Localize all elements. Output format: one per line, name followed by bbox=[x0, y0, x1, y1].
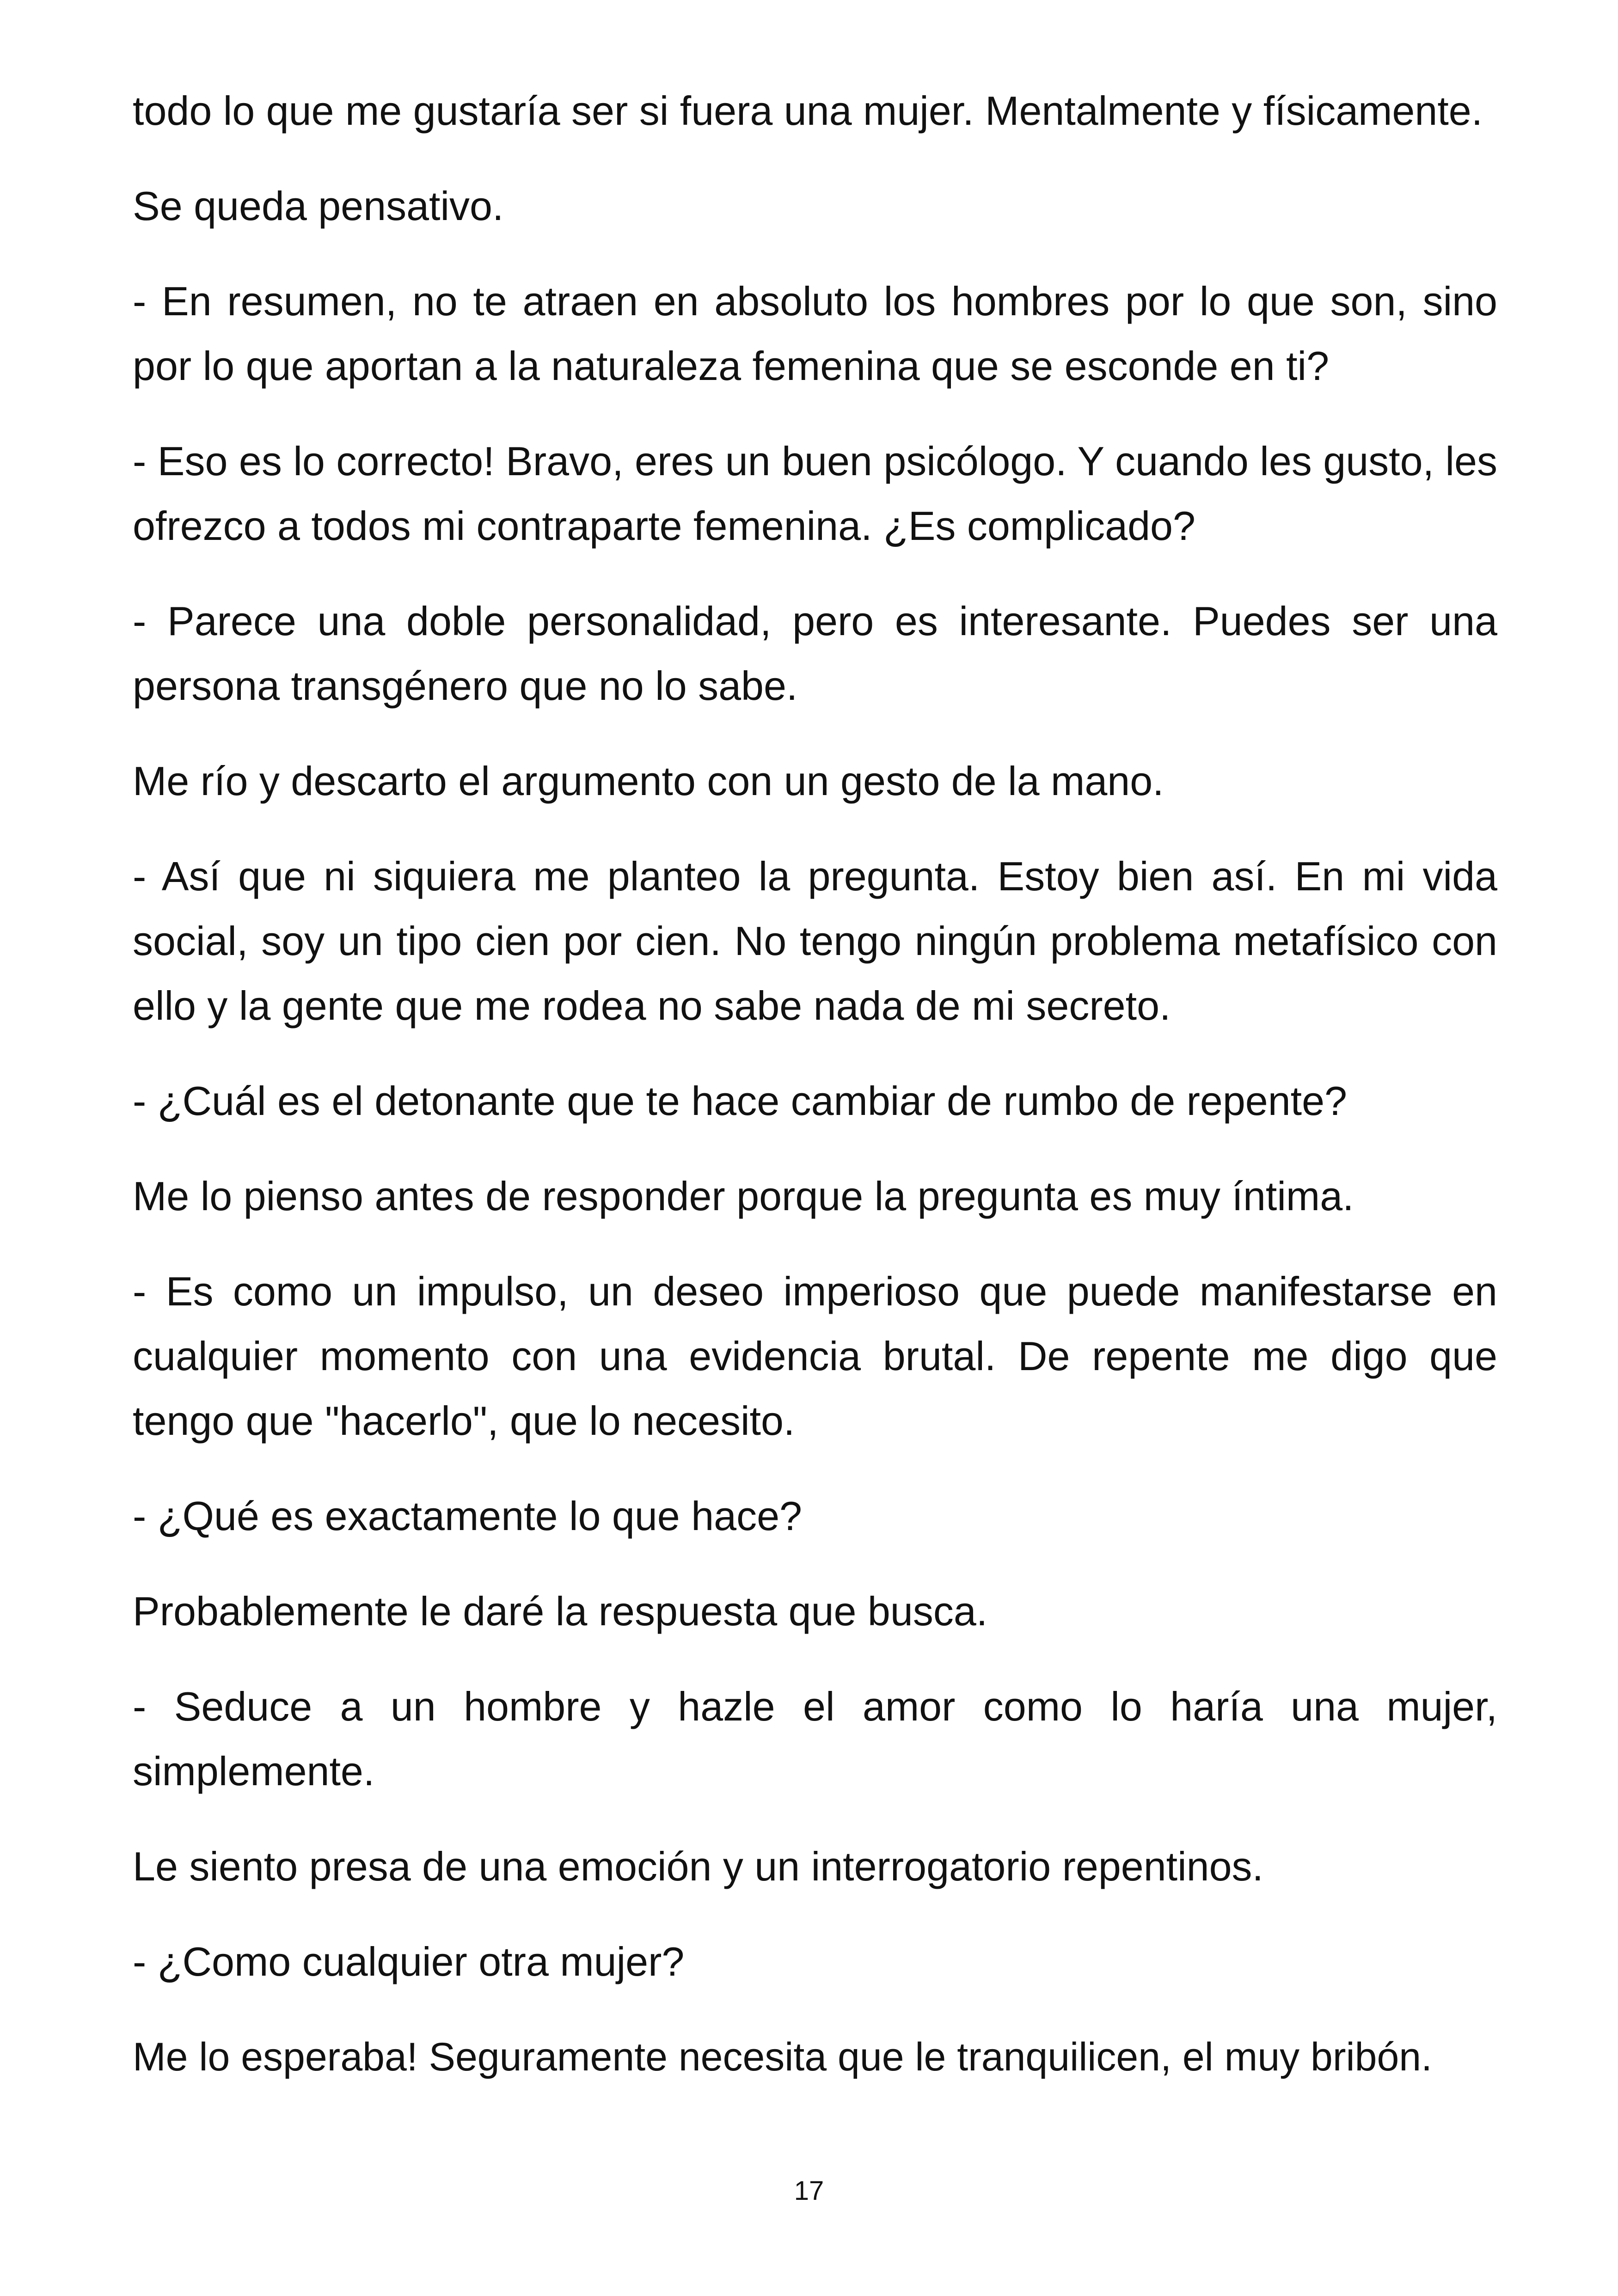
paragraph: Se queda pensativo. bbox=[133, 183, 504, 229]
paragraph: - Eso es lo correcto! Bravo, eres un buen psicólogo. Y cuando les gusto, les ofrezco a todos mi contraparte femenina. ¿Es complicado? bbox=[133, 438, 1497, 549]
paragraph: - ¿Cuál es el detonante que te hace cambiar de rumbo de repente? bbox=[133, 1078, 1347, 1124]
paragraph: - Es como un impulso, un deseo imperioso que puede manifestarse en cualquier momento con una evidencia brutal. De repente me digo que tengo que "hacerlo", que lo necesito. bbox=[133, 1268, 1497, 1444]
paragraph: Le siento presa de una emoción y un interrogatorio repentinos. bbox=[133, 1843, 1263, 1889]
paragraph: Me lo esperaba! Seguramente necesita que le tranquilicen, el muy bribón. bbox=[133, 2035, 1432, 2079]
paragraph: - Seduce a un hombre y hazle el amor como lo haría una mujer, simplemente. bbox=[133, 1684, 1497, 1794]
paragraph: - ¿Como cualquier otra mujer? bbox=[133, 1939, 685, 1984]
paragraph: Me río y descarto el argumento con un gesto de la mano. bbox=[133, 758, 1164, 804]
page-number: 17 bbox=[794, 2176, 824, 2206]
paragraph: Me lo pienso antes de responder porque la pregunta es muy íntima. bbox=[133, 1173, 1354, 1219]
paragraph: - Parece una doble personalidad, pero es interesante. Puedes ser una persona transgénero que no lo sabe. bbox=[133, 598, 1497, 709]
paragraph: Probablemente le daré la respuesta que busca. bbox=[133, 1588, 988, 1634]
text-body bbox=[133, 79, 1497, 2120]
paragraph: - Así que ni siquiera me planteo la pregunta. Estoy bien así. En mi vida social, soy un tipo cien por cien. No tengo ningún problema metafísico con ello y la gente que me rodea no sabe nada de mi secreto. bbox=[133, 853, 1497, 1029]
paragraph: - En resumen, no te atraen en absoluto los hombres por lo que son, sino por lo que aportan a la naturaleza femenina que se esconde en ti? bbox=[133, 278, 1497, 389]
paragraph: - ¿Qué es exactamente lo que hace? bbox=[133, 1493, 802, 1539]
paragraph: todo lo que me gustaría ser si fuera una mujer. Mentalmente y físicamente. bbox=[133, 88, 1483, 134]
